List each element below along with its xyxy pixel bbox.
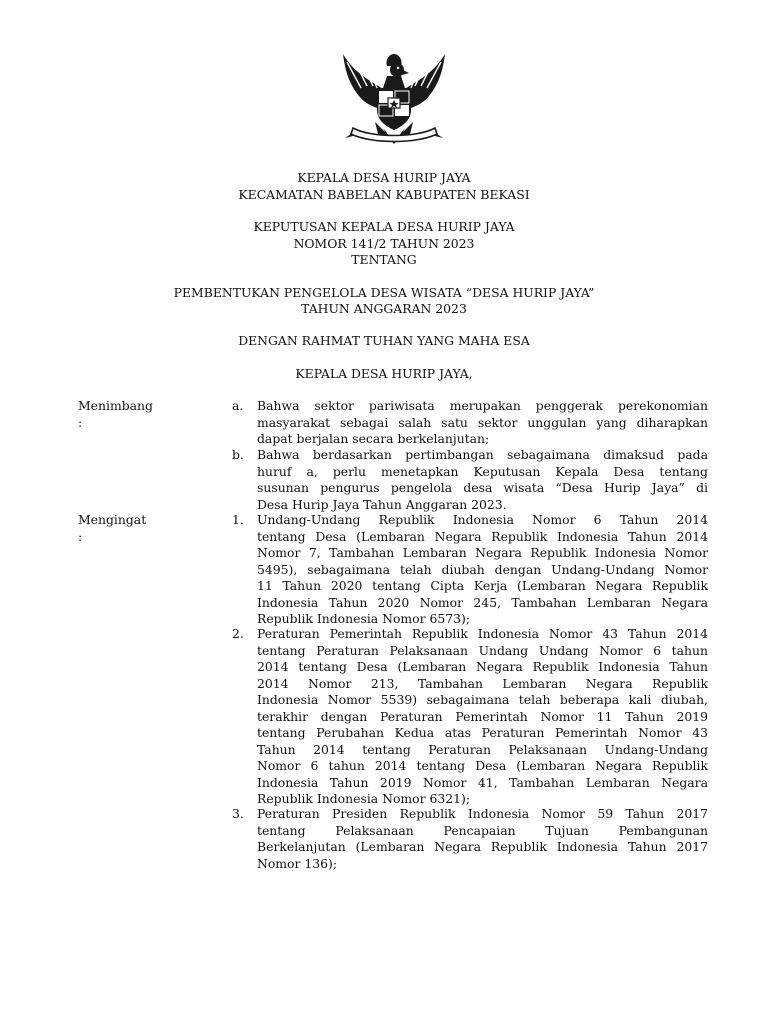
item-line: Undang-Undang Republik Indonesia Nomor 6 Tahun 2014 — [257, 512, 708, 527]
item-line: Nomor 7, Tambahan Lembaran Negara Republik Indonesia Nomor — [257, 545, 708, 560]
decision-number: NOMOR 141/2 TAHUN 2023 — [293, 236, 475, 251]
authority-line: KEPALA DESA HURIP JAYA, — [295, 366, 473, 381]
mengingat-item-2 — [232, 626, 708, 808]
mengingat-item-1 — [232, 512, 708, 628]
item-line: 11 Tahun 2020 tentang Cipta Kerja (Lembaran Negara Republik — [257, 578, 708, 593]
item-line: 2014 Nomor 213, Tambahan Lembaran Negara Republik — [257, 675, 708, 691]
mengingat-label: Mengingat — [78, 512, 147, 527]
item-line: susunan pengurus pengelola desa wisata “Desa Hurip Jaya” di — [257, 480, 708, 495]
item-line: Indonesia Tahun 2020 Nomor 245, Tambahan Lembaran Negara — [257, 594, 708, 610]
item-line: Nomor 6 tahun 2014 tentang Desa (Lembaran Negara Republik — [257, 758, 708, 773]
decision-title: KEPUTUSAN KEPALA DESA HURIP JAYA — [253, 219, 515, 234]
item-line: Nomor 136); — [257, 855, 338, 871]
menimbang-colon: : — [78, 415, 83, 430]
decision-about: TENTANG — [351, 252, 417, 267]
menimbang-item-a — [232, 398, 708, 448]
item-line: Republik Indonesia Nomor 6573); — [257, 611, 471, 626]
item-line: 2014 tentang Desa (Lembaran Negara Republik Indonesia Tahun — [257, 659, 708, 674]
item-line: Bahwa sektor pariwisata merupakan penggerak perekonomian — [257, 398, 708, 413]
item-marker: 1. — [232, 512, 244, 527]
garuda-emblem — [335, 44, 453, 152]
header-line-1: KEPALA DESA HURIP JAYA — [297, 170, 471, 185]
item-marker: 3. — [232, 806, 244, 821]
item-line: Republik Indonesia Nomor 6321); — [257, 791, 471, 806]
menimbang-item-b — [232, 447, 708, 513]
subject-line-1: PEMBENTUKAN PENGELOLA DESA WISATA “DESA HURIP JAYA” — [173, 285, 595, 300]
item-line: tentang Perubahan Kedua atas Peraturan Pemerintah Nomor 43 — [257, 725, 708, 740]
item-line: tentang Desa (Lembaran Negara Republik Indonesia Tahun 2014 — [257, 528, 708, 544]
item-line: Berkelanjutan (Lembaran Negara Republik Indonesia Tahun 2017 — [257, 839, 708, 854]
menimbang-label: Menimbang — [78, 398, 153, 413]
blessing-line: DENGAN RAHMAT TUHAN YANG MAHA ESA — [238, 333, 530, 348]
item-marker: a. — [232, 398, 244, 413]
item-line: Peraturan Presiden Republik Indonesia Nomor 59 Tahun 2017 — [257, 806, 708, 821]
item-line: huruf a, perlu menetapkan Keputusan Kepala Desa tentang — [257, 463, 708, 479]
item-line: masyarakat sebagai salah satu sektor unggulan yang diharapkan — [257, 414, 708, 430]
item-line: tentang Pelaksanaan Pencapaian Tujuan Pembangunan — [257, 822, 708, 838]
item-line: dapat berjalan secara berkelanjutan; — [257, 431, 490, 446]
item-line: Tahun 2014 tentang Peraturan Pelaksanaan Undang-Undang — [257, 741, 708, 757]
header-line-2: KECAMATAN BABELAN KABUPATEN BEKASI — [238, 187, 530, 202]
item-line: Bahwa berdasarkan pertimbangan sebagaimana dimaksud pada — [257, 447, 708, 462]
mengingat-colon: : — [78, 529, 83, 544]
item-line: 5495), sebagaimana telah diubah dengan Undang-Undang Nomor — [257, 561, 708, 577]
item-marker: b. — [232, 447, 244, 462]
item-line: Peraturan Pemerintah Republik Indonesia Nomor 43 Tahun 2014 — [257, 626, 708, 641]
item-line: Desa Hurip Jaya Tahun Anggaran 2023. — [257, 496, 507, 512]
mengingat-item-3 — [232, 806, 708, 872]
item-line: tentang Peraturan Pelaksanaan Undang Undang Nomor 6 tahun — [257, 642, 708, 658]
item-line: Indonesia Nomor 5539) sebagaimana telah beberapa kali diubah, — [257, 692, 708, 707]
item-line: Indonesia Tahun 2019 Nomor 41, Tambahan Lembaran Negara — [257, 774, 708, 790]
item-line: terakhir dengan Peraturan Pemerintah Nomor 11 Tahun 2019 — [257, 708, 708, 724]
subject-line-2: TAHUN ANGGARAN 2023 — [301, 301, 467, 316]
item-marker: 2. — [232, 626, 244, 641]
